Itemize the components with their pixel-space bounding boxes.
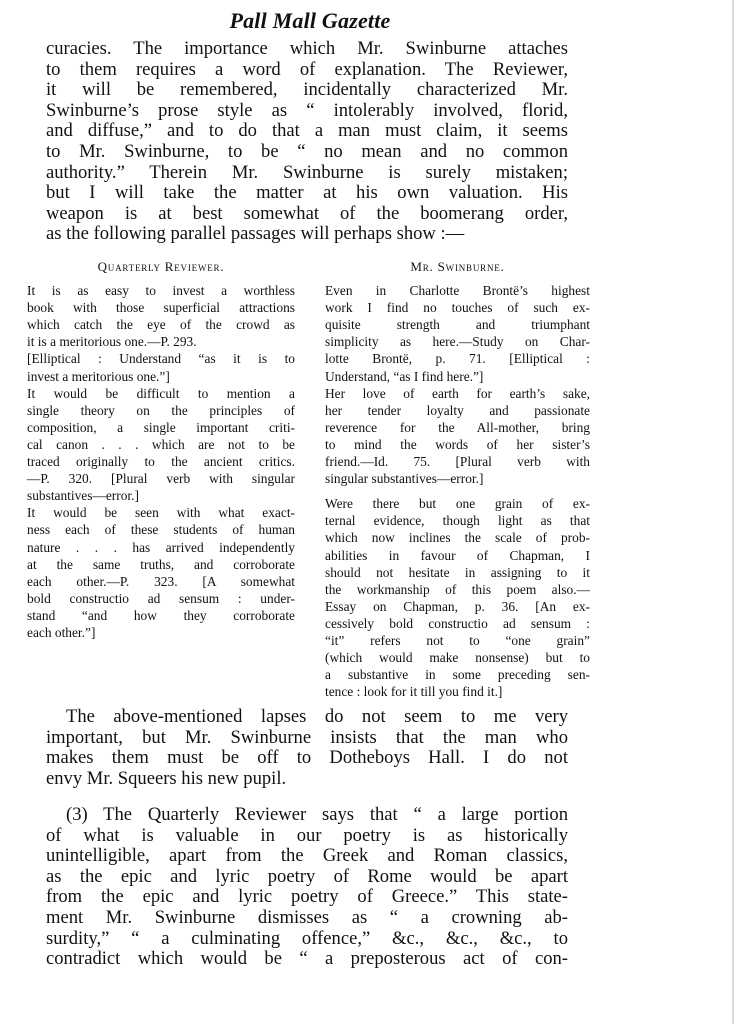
text-line: composition, a single important criti-: [27, 419, 295, 435]
text-line: (3) The Quarterly Reviewer says that “ a large portion: [66, 804, 568, 825]
text-line: reverence for the All-mother, bring: [325, 419, 590, 435]
text-line: to mind the words of her sister’s: [325, 436, 590, 452]
text-line: invest a meritorious one.”]: [27, 368, 170, 384]
text-line: singular substantives—error.]: [325, 471, 484, 487]
paragraph-quarterly-reviewer: [46, 805, 568, 970]
text-line: of what is valuable in our poetry is as historically: [46, 824, 568, 846]
paragraph-gap: [325, 487, 590, 495]
text-line: [Elliptical : Understand “as it is to: [27, 351, 295, 367]
text-line: It would be seen with what exact-: [27, 505, 295, 521]
text-line: It would be difficult to mention a: [27, 385, 295, 401]
text-line: it is a meritorious one.—P. 293.: [27, 334, 197, 350]
text-line: traced originally to the ancient critics.: [27, 454, 295, 470]
text-line: cal canon . . . which are not to be: [27, 436, 295, 452]
text-line: abilities in favour of Chapman, I: [325, 547, 590, 563]
text-line: (which would make nonsense) but to: [325, 650, 590, 666]
text-line: to Mr. Swinburne, to be “ no mean and no common: [46, 140, 568, 162]
text-line: nature . . . has arrived independently: [27, 539, 295, 555]
text-line: Swinburne’s prose style as “ intolerably involved, florid,: [46, 99, 568, 121]
text-line: —P. 320. [Plural verb with singular: [27, 471, 295, 487]
text-line: Were there but one grain of ex-: [325, 496, 590, 512]
text-line: Understand, “as I find here.”]: [325, 368, 484, 384]
text-line: makes them must be off to Dotheboys Hall. I do not: [46, 747, 568, 769]
quarterly-reviewer-column: [27, 258, 295, 641]
text-line: which now inclines the scale of prob-: [325, 530, 590, 546]
text-line: stand “and how they corroborate: [27, 607, 295, 623]
column-heading: Mr. Swinburne.: [410, 259, 505, 274]
text-line: each other.”]: [27, 624, 96, 640]
text-line: to them requires a word of explanation. The Reviewer,: [46, 58, 568, 80]
text-line: simplicity as here.—Study on Char-: [325, 334, 590, 350]
text-line: quisite strength and triumphant: [325, 317, 590, 333]
text-line: as the following parallel passages will perhaps show :—: [46, 223, 465, 245]
text-line: authority.” Therein Mr. Swinburne is surely mistaken;: [46, 161, 568, 183]
text-line: each other.—P. 323. [A somewhat: [27, 573, 295, 589]
text-line: Essay on Chapman, p. 36. [An ex-: [325, 598, 590, 614]
text-line: substantives—error.]: [27, 488, 139, 504]
text-line: should not hesitate in assigning to it: [325, 564, 590, 580]
swinburne-column: [325, 258, 590, 700]
text-line: Her love of earth for earth’s sake,: [325, 385, 590, 401]
text-line: a substantive in some preceding sen-: [325, 667, 590, 683]
text-line: bold constructio ad sensum : under-: [27, 590, 295, 606]
text-line: curacies. The importance which Mr. Swinburne attaches: [46, 38, 568, 59]
text-line: It is as easy to invest a worthless: [27, 283, 295, 299]
text-line: and diffuse,” and to do that a man must claim, it seems: [46, 120, 568, 142]
text-line: contradict which would be “ a preposterous act of con-: [46, 948, 568, 970]
text-line: the workmanship of this poem also.—: [325, 581, 590, 597]
text-line: cessively bold constructio ad sensum :: [325, 615, 590, 631]
text-line: ment Mr. Swinburne dismisses as “ a crowning ab-: [46, 906, 568, 928]
text-line: Even in Charlotte Brontë’s highest: [325, 283, 590, 299]
text-line: work I find no touches of such ex-: [325, 300, 590, 316]
text-line: important, but Mr. Swinburne insists that the man who: [46, 726, 568, 748]
text-line: her tender loyalty and passionate: [325, 402, 590, 418]
text-line: from the epic and lyric poetry of Greece.” This state-: [46, 886, 568, 908]
text-line: which catch the eye of the crowd as: [27, 317, 295, 333]
text-line: The above-mentioned lapses do not seem to me very: [66, 706, 568, 727]
text-line: but I will take the matter at his own valuation. His: [46, 182, 568, 204]
text-line: friend.—Id. 75. [Plural verb with: [325, 454, 590, 470]
text-line: surdity,” “ a culminating offence,” &c., &c., &c., to: [46, 927, 568, 949]
text-line: ness each of these students of human: [27, 522, 295, 538]
text-line: at the same truths, and corroborate: [27, 556, 295, 572]
text-line: it will be remembered, incidentally characterized Mr.: [46, 79, 568, 101]
intro-paragraph: [46, 39, 568, 245]
text-line: book with those superficial attractions: [27, 300, 295, 316]
text-line: weapon is at best somewhat of the boomerang order,: [46, 202, 568, 224]
text-line: single theory on the principles of: [27, 402, 295, 418]
text-line: “it” refers not to “one grain”: [325, 632, 590, 648]
text-line: tence : look for it till you find it.]: [325, 684, 503, 700]
text-line: as the epic and lyric poetry of Rome would be apart: [46, 865, 568, 887]
running-header: Pall Mall Gazette: [229, 8, 391, 33]
text-line: unintelligible, apart from the Greek and Roman classics,: [46, 845, 568, 867]
text-line: lotte Brontë, p. 71. [Elliptical :: [325, 351, 590, 367]
paragraph-lapses: [46, 707, 568, 789]
text-line: envy Mr. Squeers his new pupil.: [46, 767, 287, 789]
text-line: ternal evidence, though light as that: [325, 513, 590, 529]
column-heading: Quarterly Reviewer.: [97, 259, 225, 274]
